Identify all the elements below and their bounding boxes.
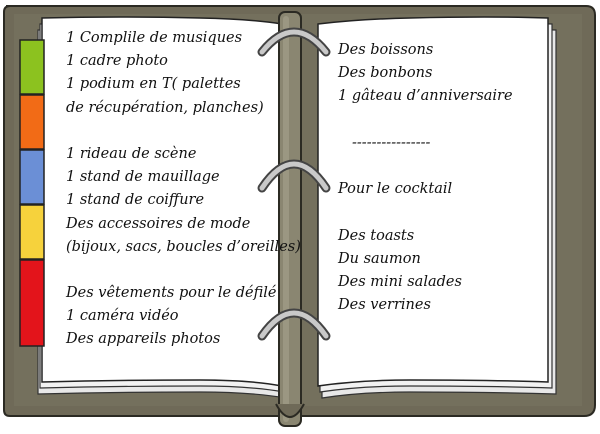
right-item: Des boissons <box>338 42 434 58</box>
tab-red <box>20 260 44 346</box>
right-item: Des mini salades <box>338 273 462 290</box>
left-item: Des vêtements pour le défilé <box>66 285 277 302</box>
left-item: Des appareils photos <box>66 331 221 348</box>
left-item: de récupération, planches) <box>66 99 264 116</box>
left-item: 1 rideau de scène <box>66 145 197 162</box>
spacer <box>338 155 513 178</box>
right-item: Des bonbons <box>338 65 433 82</box>
spacer <box>66 259 301 282</box>
right-item: Des toasts <box>338 227 415 244</box>
left-item: 1 podium en T( palettes <box>66 76 241 93</box>
right-item: Des verrines <box>338 297 431 314</box>
right-item: 1 gâteau d’anniversaire <box>338 88 513 105</box>
tab-yellow <box>20 205 44 259</box>
left-item: 1 caméra vidéo <box>66 308 179 325</box>
tab-green <box>20 40 44 94</box>
tab-orange <box>20 95 44 149</box>
spacer <box>66 120 301 143</box>
section-heading: Pour le cocktail <box>338 181 453 198</box>
divider-text: ---------------- <box>352 134 431 151</box>
left-item: 1 stand de mauillage <box>66 169 220 186</box>
left-page-list <box>66 27 301 352</box>
spacer <box>338 109 513 132</box>
left-item: Des accessoires de mode <box>66 215 251 232</box>
left-item: 1 cadre photo <box>66 53 168 70</box>
left-item: 1 stand de coiffure <box>66 192 205 209</box>
right-page-list <box>338 39 513 317</box>
right-item: Du saumon <box>338 250 421 267</box>
index-tabs <box>20 40 44 346</box>
left-item: (bijoux, sacs, boucles d’oreilles) <box>66 238 301 255</box>
tab-blue <box>20 150 44 204</box>
left-item: 1 Complile de musiques <box>66 30 243 46</box>
spacer <box>338 201 513 224</box>
